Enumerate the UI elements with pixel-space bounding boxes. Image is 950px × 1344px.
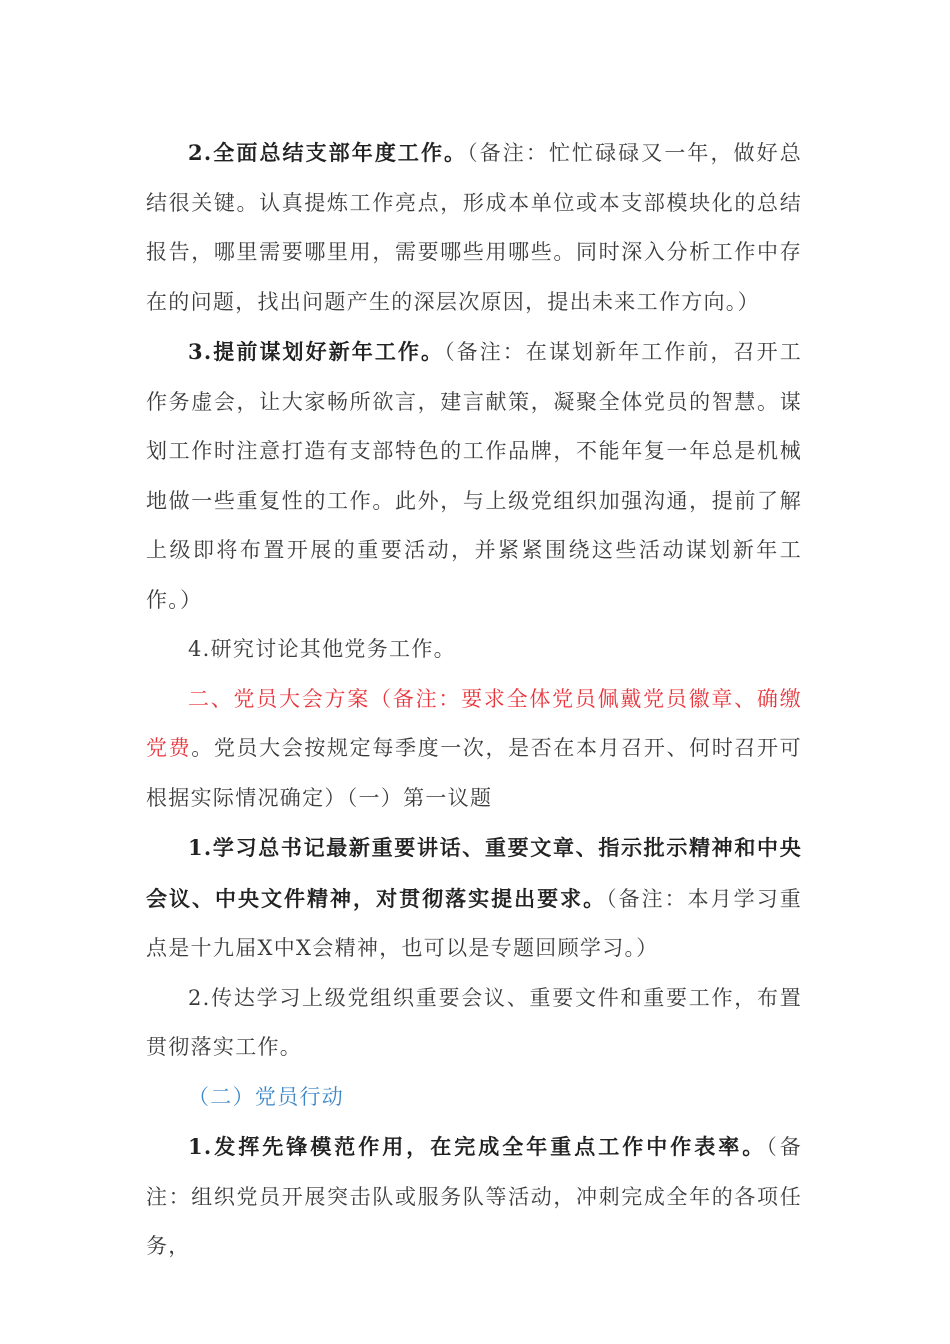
paragraph-text: 2.传达学习上级党组织重要会议、重要文件和重要工作，布置贯彻落实工作。	[146, 985, 802, 1059]
paragraph-note: （备注：忙忙碌碌又一年，做好总结很关键。认真提炼工作亮点，形成本单位或本支部模块化的总结报告，哪里需要哪里用，需要哪些用哪些。同时深入分析工作中存在的问题，找出问题产生的深层次原因，提出未来工作方向。）	[146, 141, 803, 314]
paragraph-text: 。党员大会按规定每季度一次，是否在本月召开、何时召开可根据实际情况确定）（一）第一议题	[146, 736, 802, 810]
paragraph-heading: 3.提前谋划好新年工作。	[188, 339, 445, 364]
paragraph-text: 4.研究讨论其他党务工作。	[188, 637, 456, 661]
paragraph-note: （备注：在谋划新年工作前，召开工作务虚会，让大家畅所欲言，建言献策，凝聚全体党员的智慧。谋划工作时注意打造有支部特色的工作品牌，不能年复一年总是机械地做一些重复性的工作。此外，与上级党组织加强沟通，提前了解上级即将布置开展的重要活动，并紧紧围绕这些活动谋划新年工作。）	[146, 340, 802, 612]
paragraph-heading: 2.全面总结支部年度工作。	[188, 140, 468, 165]
paragraph-plan-new-year	[146, 327, 802, 625]
paragraph-member-meeting-plan	[146, 675, 802, 824]
paragraph-vanguard-role	[146, 1122, 802, 1272]
paragraph-note: （备注：本月学习重点是十九届X中X会精神，也可以是专题回顾学习。）	[146, 886, 802, 960]
paragraph-summary-work	[146, 128, 802, 327]
subsection-heading-member-action	[146, 1073, 802, 1123]
paragraph-heading: 1.学习总书记最新重要讲话、重要文章、指示批示精神和中央会议、中央文件精神，对贯彻落实提出要求。	[146, 835, 802, 911]
document-page	[146, 128, 802, 1272]
paragraph-convey-study	[146, 974, 802, 1073]
paragraph-heading: 1.发挥先锋模范作用，在完成全年重点工作中作表率。	[188, 1134, 767, 1159]
paragraph-note: （备注：组织党员开展突击队或服务队等活动，冲刺完成全年的各项任务，	[146, 1135, 803, 1258]
section-heading-red: 二、党员大会方案（备注：要求全体党员佩戴党员徽章、确缴党费	[146, 686, 802, 760]
paragraph-study-speeches	[146, 823, 802, 974]
paragraph-other-affairs	[146, 625, 802, 675]
subsection-heading-text: （二）党员行动	[188, 1084, 345, 1109]
